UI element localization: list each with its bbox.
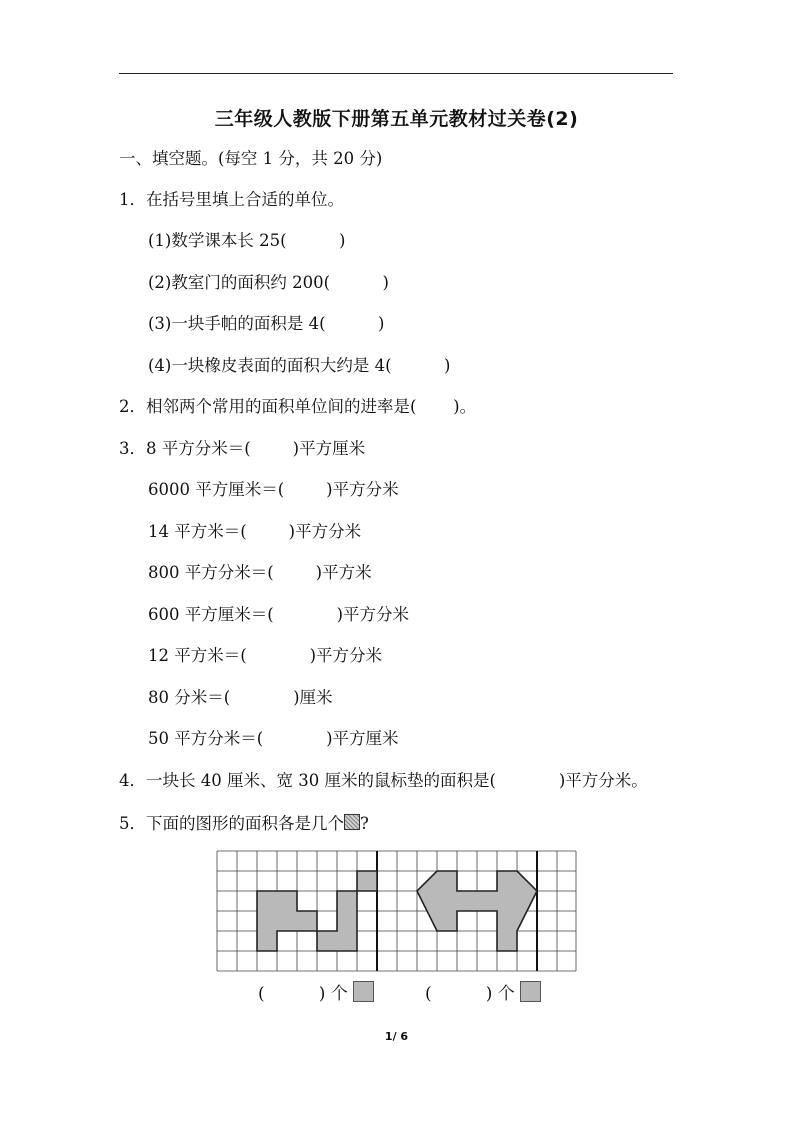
answer-left-unit: 个 [330,984,348,1004]
q3-line-7: 80 分米＝( )厘米 [148,688,333,707]
unit-square-icon [353,981,374,1002]
page-title: 三年级人教版下册第五单元教材过关卷(2) [214,108,579,130]
q2-text: 2．相邻两个常用的面积单位间的进率是( )。 [119,397,477,416]
answer-right-unit: 个 [497,984,515,1004]
q5-stem-end: ? [360,814,369,833]
q1-item-1: (1)数学课本长 25( ) [148,231,346,250]
answer-left-blank[interactable] [265,984,319,1004]
q3-line-6: 12 平方米＝( )平方分米 [148,646,383,665]
area-figure [216,850,578,978]
q3-line-3: 14 平方米＝( )平方分米 [148,522,362,541]
answer-right [425,981,541,1003]
answer-left [258,981,374,1003]
q1-stem: 1．在括号里填上合适的单位。 [119,190,344,209]
answer-right-close: ) [485,984,493,1004]
q1-item-4: (4)一块橡皮表面的面积大约是 4( ) [148,356,451,375]
answer-left-close: ) [318,984,326,1004]
page-number: 1/ 6 [384,1030,409,1043]
unit-square-icon [344,814,360,830]
section-heading: 一、填空题。(每空 1 分，共 20 分) [119,149,383,168]
q1-item-3: (3)一块手帕的面积是 4( ) [148,314,385,333]
q4-text: 4．一块长 40 厘米、宽 30 厘米的鼠标垫的面积是( )平方分米。 [119,771,648,790]
q1-item-2: (2)教室门的面积约 200( ) [148,273,389,292]
unit-square-icon [520,981,541,1002]
q3-line-1: 3．8 平方分米＝( )平方厘米 [119,439,366,458]
answer-right-blank[interactable] [432,984,486,1004]
answer-left-open: ( [258,984,265,1004]
header-rule [119,73,673,74]
q5-stem [119,814,369,833]
q3-line-4: 800 平方分米＝( )平方米 [148,563,372,582]
q3-line-8: 50 平方分米＝( )平方厘米 [148,729,399,748]
answer-right-open: ( [425,984,432,1004]
q3-line-2: 6000 平方厘米＝( )平方分米 [148,480,399,499]
q3-line-5: 600 平方厘米＝( )平方分米 [148,605,410,624]
q5-stem-text: 5．下面的图形的面积各是几个 [119,814,344,833]
